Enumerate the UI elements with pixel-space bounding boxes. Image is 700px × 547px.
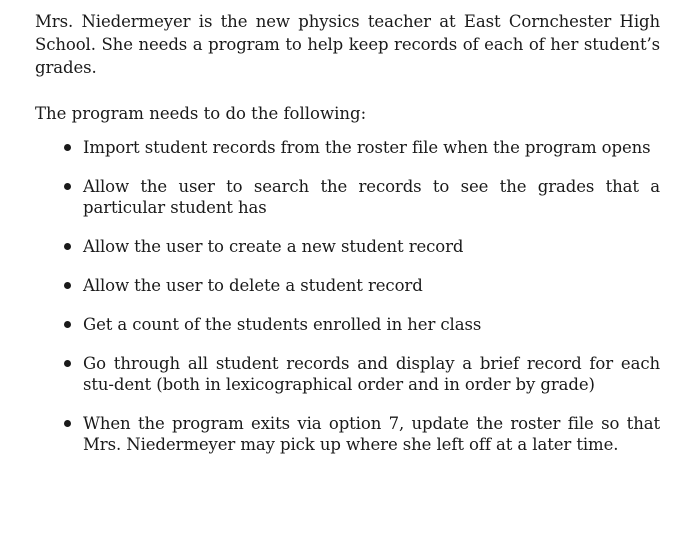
list-item [35, 236, 660, 257]
list-item [35, 176, 660, 218]
list-item [35, 275, 660, 296]
bullet-icon [64, 321, 71, 328]
list-item-text: Go through all student records and display a brief record for each stu-dent (both in lexicographical order and in order by grade) [83, 354, 660, 394]
list-item-text: When the program exits via option 7, update the roster file so that Mrs. Niedermeyer may pick up where she left off at a later time. [83, 414, 660, 454]
list-item-text: Allow the user to create a new student record [83, 237, 464, 256]
list-item [35, 353, 660, 395]
list-item-text: Get a count of the students enrolled in her class [83, 315, 482, 334]
bullet-icon [64, 420, 71, 427]
list-item [35, 137, 660, 158]
requirements-list [35, 137, 660, 455]
list-item [35, 413, 660, 455]
requirements-lead: The program needs to do the following: [35, 104, 367, 123]
list-item-text: Import student records from the roster file when the program opens [83, 138, 651, 157]
bullet-icon [64, 243, 71, 250]
list-item [35, 314, 660, 335]
bullet-icon [64, 360, 71, 367]
bullet-icon [64, 144, 71, 151]
list-item-text: Allow the user to delete a student record [83, 276, 423, 295]
list-item-text: Allow the user to search the records to see the grades that a particular student has [83, 177, 660, 217]
bullet-icon [64, 183, 71, 190]
document-page [35, 10, 660, 473]
intro-paragraph: Mrs. Niedermeyer is the new physics teacher at East Cornchester High School. She needs a program to help keep records of each of her student’s grades. [35, 12, 660, 77]
bullet-icon [64, 282, 71, 289]
